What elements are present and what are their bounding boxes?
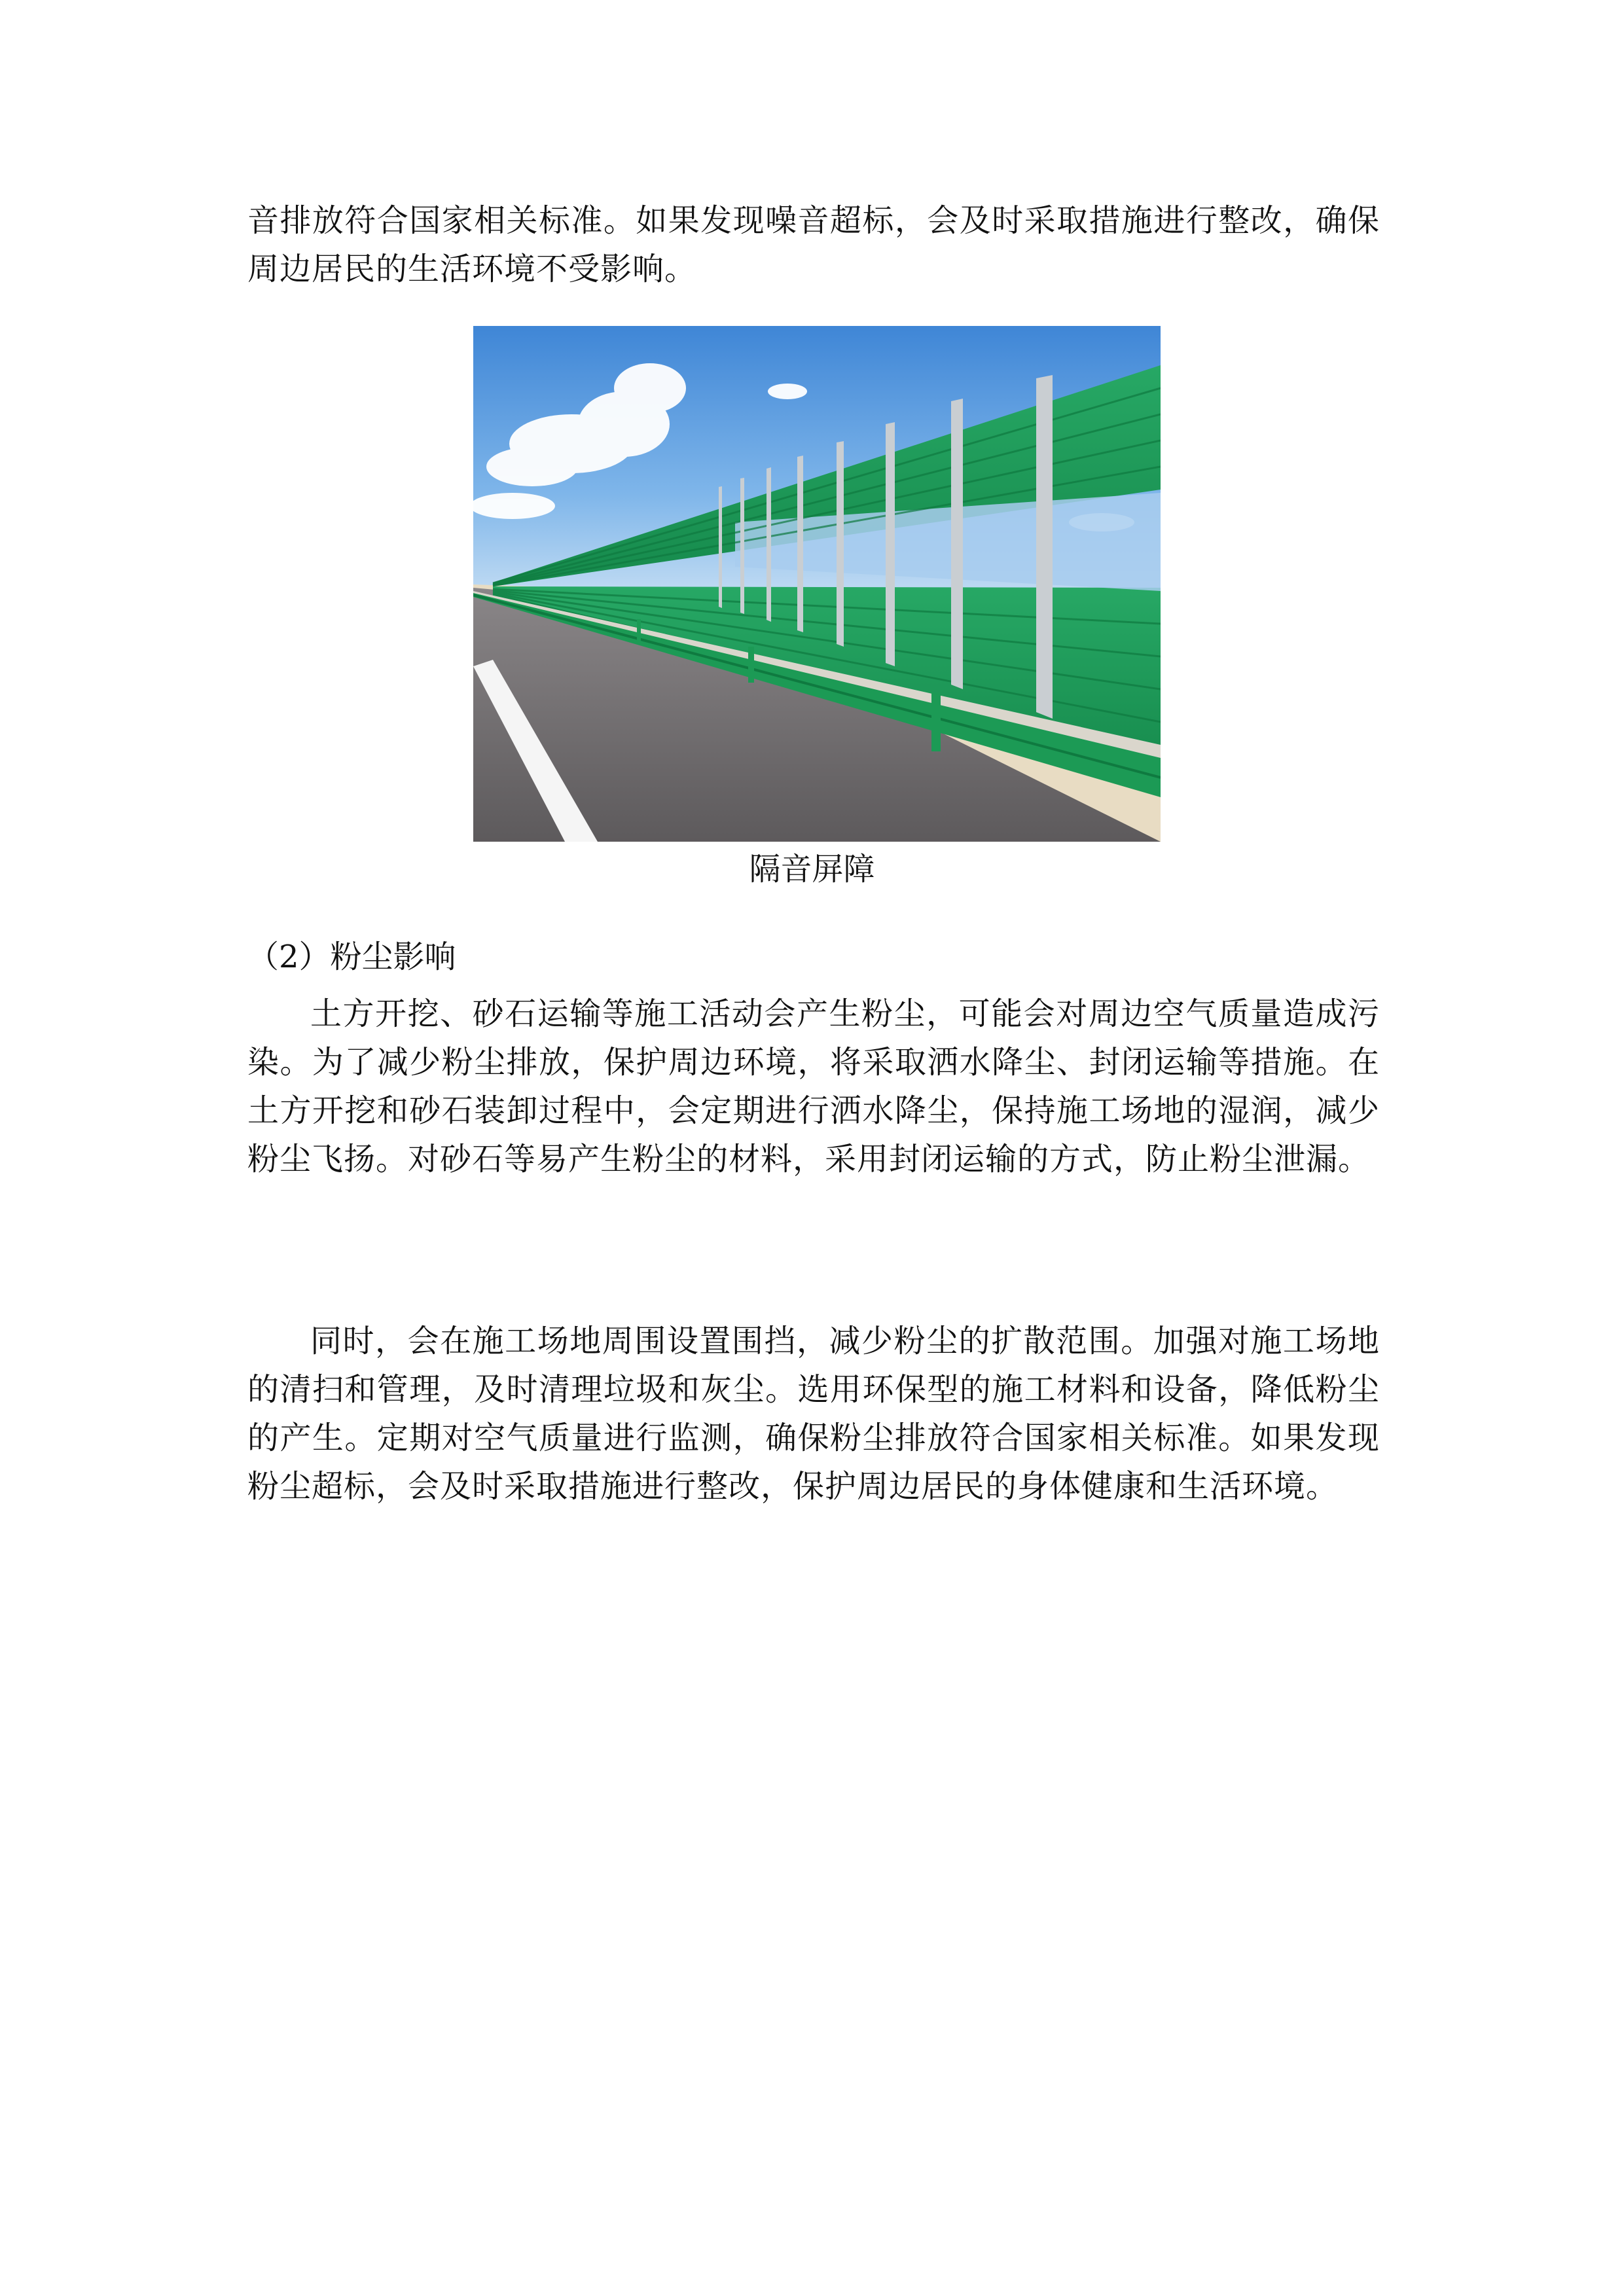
- paragraph-dust-management: 同时，会在施工场地周围设置围挡，减少粉尘的扩散范围。加强对施工场地的清扫和管理，及时清理垃圾和灰尘。选用环保型的施工材料和设备，降低粉尘的产生。定期对空气质量进行监测，确保粉尘排放符合国家相关标准。如果发现粉尘超标，会及时采取措施进行整改，保护周边居民的身体健康和生活环境。: [247, 1323, 1380, 1505]
- paragraph-dust-measures: 土方开挖、砂石运输等施工活动会产生粉尘，可能会对周边空气质量造成污染。为了减少粉尘排放，保护周边环境，将采取洒水降尘、封闭运输等措施。在土方开挖和砂石装卸过程中，会定期进行洒水降尘，保持施工场地的湿润，减少粉尘飞扬。对砂石等易产生粉尘的材料，采用封闭运输的方式，防止粉尘泄漏。: [247, 996, 1380, 1177]
- figure-caption: 隔音屏障: [749, 851, 875, 888]
- section-heading: （2）粉尘影响: [247, 939, 456, 975]
- paragraph-noise-conclusion: 音排放符合国家相关标准。如果发现噪音超标，会及时采取措施进行整改，确保周边居民的生活环境不受影响。: [247, 202, 1380, 287]
- noise-barrier-photo: [473, 326, 1161, 842]
